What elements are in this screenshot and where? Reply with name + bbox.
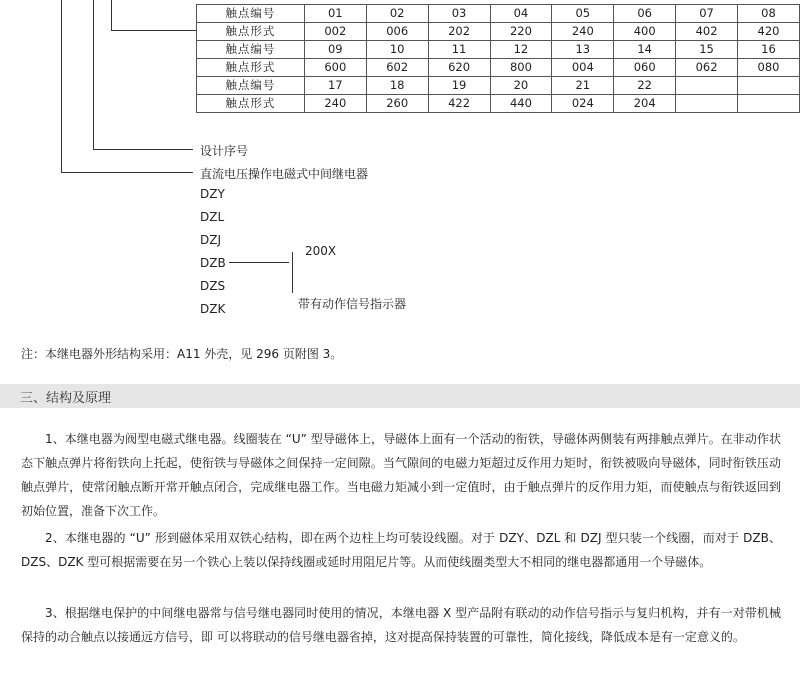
table-row [197, 41, 800, 59]
table-cell: 062 [676, 59, 738, 77]
table-cell [676, 95, 738, 113]
table-cell: 16 [738, 41, 800, 59]
table-cell: 080 [738, 59, 800, 77]
note-text: 注：本继电器外形结构采用：A11 外壳，见 296 页附图 3。 [21, 347, 343, 361]
table-cell: 02 [366, 5, 428, 23]
model-code: DZJ [200, 233, 221, 247]
table-cell: 04 [490, 5, 552, 23]
section-title: 三、结构及原理 [20, 391, 112, 406]
row-label-cell: 触点形式 [197, 59, 305, 77]
bracket-line-contact-vertical [111, 0, 112, 31]
table-row [197, 23, 800, 41]
model-code: DZY [200, 187, 225, 201]
table-cell: 18 [366, 77, 428, 95]
table-cell: 024 [552, 95, 614, 113]
table-cell: 220 [490, 23, 552, 41]
bracket-line-seq-vertical [93, 0, 94, 150]
table-row [197, 77, 800, 95]
model-code: DZL [200, 210, 225, 224]
table-cell: 400 [614, 23, 676, 41]
table-cell: 22 [614, 77, 676, 95]
table-cell: 260 [366, 95, 428, 113]
table-row [197, 95, 800, 113]
paragraph-1: 1、本继电器为阀型电磁式继电器。线圈装在 “U” 型导磁体上，导磁体上面有一个活动的衔铁，导磁体两侧装有两排触点弹片。在非动作状态下触点弹片将衔铁向上托起，使衔铁与导磁体之间保持一定间隙。当气隙间的电磁力矩超过反作用力矩时，衔铁被吸向导磁体，同时衔铁压动触点弹片，使常闭触点断开常开触点闭合，完成继电器工作。当电磁力矩减小到一定值时，由于触点弹片的反作用力矩，而使触点与衔铁返回到初始位置，准备下次工作。 [21, 432, 781, 518]
design-sequence-label: 设计序号 [200, 144, 249, 158]
table-row [197, 5, 800, 23]
row-label-cell: 触点编号 [197, 41, 305, 59]
table-cell: 240 [304, 95, 366, 113]
table-cell: 06 [614, 5, 676, 23]
table-cell: 13 [552, 41, 614, 59]
table-cell: 14 [614, 41, 676, 59]
table-cell: 202 [428, 23, 490, 41]
variant-bracket-line [292, 252, 293, 293]
table-cell: 11 [428, 41, 490, 59]
section-header-bar [0, 384, 800, 408]
row-label-cell: 触点形式 [197, 95, 305, 113]
table-cell: 240 [552, 23, 614, 41]
table-cell: 08 [738, 5, 800, 23]
table-cell: 01 [304, 5, 366, 23]
table-cell: 10 [366, 41, 428, 59]
table-cell: 006 [366, 23, 428, 41]
table-cell: 19 [428, 77, 490, 95]
relay-type-label: 直流电压操作电磁式中间继电器 [200, 167, 369, 181]
table-cell: 15 [676, 41, 738, 59]
model-code: DZB [200, 256, 226, 270]
table-row [197, 59, 800, 77]
table-cell: 420 [738, 23, 800, 41]
model-code: DZK [200, 302, 226, 316]
table-cell: 21 [552, 77, 614, 95]
table-cell: 440 [490, 95, 552, 113]
paragraph-2: 2、本继电器的 “U” 形到磁体采用双铁心结构，即在两个边柱上均可装设线圈。对于 DZY、DZL 和 DZJ 型只装一个线圈，而对于 DZB、DZS、DZK 型可根据需要在另一个铁心上装以保持线圈或延时用阻尼片等。从而使线圈类型大不相同的继电器都通用一个导磁体。 [21, 531, 781, 569]
table-cell: 20 [490, 77, 552, 95]
table-cell: 05 [552, 5, 614, 23]
table-cell: 600 [304, 59, 366, 77]
bracket-line-seq-horizontal [93, 149, 193, 150]
table-cell [738, 95, 800, 113]
table-cell: 002 [304, 23, 366, 41]
table-cell: 004 [552, 59, 614, 77]
row-label-cell: 触点编号 [197, 5, 305, 23]
table-cell: 12 [490, 41, 552, 59]
table-cell [676, 77, 738, 95]
signal-indicator-label: 带有动作信号指示器 [298, 297, 407, 311]
bracket-line-type-horizontal [61, 172, 193, 173]
table-cell: 620 [428, 59, 490, 77]
variant-label: 200X [305, 244, 337, 258]
row-label-cell: 触点形式 [197, 23, 305, 41]
table-cell: 602 [366, 59, 428, 77]
variant-connector-line [229, 262, 289, 263]
table-cell: 17 [304, 77, 366, 95]
contact-code-table [196, 4, 800, 113]
table-cell: 09 [304, 41, 366, 59]
table-cell: 03 [428, 5, 490, 23]
model-code: DZS [200, 279, 226, 293]
table-cell: 422 [428, 95, 490, 113]
table-cell: 204 [614, 95, 676, 113]
table-cell [738, 77, 800, 95]
table-cell: 800 [490, 59, 552, 77]
table-cell: 060 [614, 59, 676, 77]
paragraph-3: 3、根据继电保护的中间继电器常与信号继电器同时使用的情况，本继电器 X 型产品附有联动的动作信号指示与复归机构，并有一对带机械保持的动合触点以接通远方信号，即 可以将联动的信号继电器省掉，这对提高保持装置的可靠性，简化接线，降低成本是有一定意义的。 [21, 606, 781, 644]
table-cell: 07 [676, 5, 738, 23]
bracket-line-type-vertical [61, 0, 62, 173]
bracket-line-contact-horizontal [111, 30, 197, 31]
row-label-cell: 触点编号 [197, 77, 305, 95]
table-cell: 402 [676, 23, 738, 41]
